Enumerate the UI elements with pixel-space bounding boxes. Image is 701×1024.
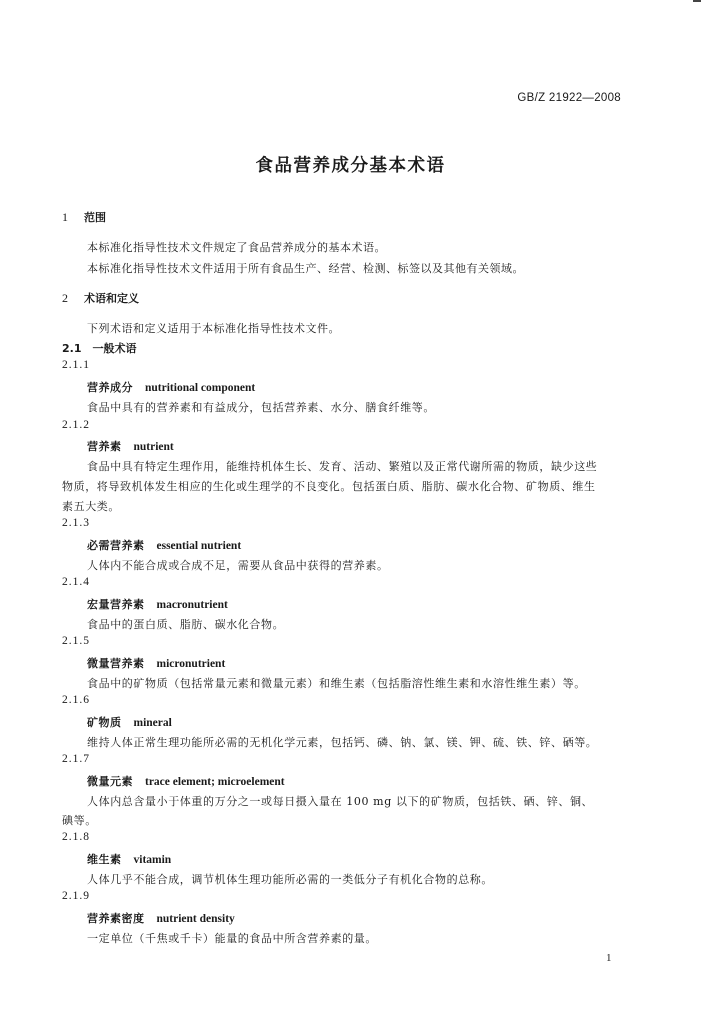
term-cn: 营养素密度: [87, 912, 145, 925]
section-1-title: 范围: [84, 211, 106, 224]
term-number: 2.1.3: [62, 517, 90, 529]
term-definition: 食品中的矿物质（包括常量元素和微量元素）和维生素（包括脂溶性维生素和水溶性维生素）等。: [87, 677, 586, 690]
term-en: mineral: [133, 717, 172, 729]
term-definition: 人体内总含量小于体重的万分之一或每日摄入量在 100 mg 以下的矿物质，包括铁、硒、锌、铜、: [87, 795, 594, 808]
term-heading: [87, 773, 285, 789]
subsection-2-1-heading: 2.1 一般术语: [62, 342, 137, 355]
term-cn: 营养成分: [87, 381, 133, 394]
term-definition: 人体几乎不能合成，调节机体生理功能所必需的一类低分子有机化合物的总称。: [87, 873, 493, 886]
term-en: macronutrient: [156, 599, 228, 611]
term-en: nutritional component: [145, 382, 256, 394]
term-definition: 维持人体正常生理功能所必需的无机化学元素，包括钙、磷、钠、氯、镁、钾、硫、铁、锌、硒等。: [87, 736, 598, 749]
term-cn: 微量元素: [87, 775, 133, 788]
term-number: 2.1.6: [62, 694, 90, 706]
term-number: 2.1.1: [62, 359, 90, 371]
term-en: trace element; microelement: [145, 776, 285, 788]
term-definition: 食品中具有的营养素和有益成分，包括营养素、水分、膳食纤维等。: [87, 401, 435, 414]
term-definition: 一定单位（千焦或千卡）能量的食品中所含营养素的量。: [87, 932, 377, 945]
term-cn: 宏量营养素: [87, 598, 145, 611]
term-number: 2.1.9: [62, 890, 90, 902]
term-en: vitamin: [133, 854, 172, 866]
term-number: 2.1.8: [62, 831, 90, 843]
term-number: 2.1.7: [62, 753, 90, 765]
term-definition: 碘等。: [62, 814, 97, 827]
scan-mark: [693, 0, 701, 2]
term-definition: 食品中的蛋白质、脂肪、碳水化合物。: [87, 618, 285, 631]
term-cn: 必需营养素: [87, 539, 145, 552]
term-en: essential nutrient: [156, 540, 242, 552]
term-heading: [87, 655, 225, 671]
terms-intro-paragraph: 下列术语和定义适用于本标准化指导性技术文件。: [87, 322, 340, 335]
term-heading: [87, 714, 172, 730]
term-en: nutrient: [133, 441, 174, 453]
term-en: micronutrient: [156, 658, 226, 670]
term-cn: 微量营养素: [87, 657, 145, 670]
term-cn: 维生素: [87, 853, 122, 866]
term-heading: [87, 379, 255, 395]
term-heading: [87, 596, 228, 612]
page-number: 1: [606, 952, 612, 964]
section-2-title: 术语和定义: [84, 292, 139, 305]
term-definition: 人体内不能合成或合成不足，需要从食品中获得的营养素。: [87, 559, 389, 572]
scope-paragraph-1: 本标准化指导性技术文件规定了食品营养成分的基本术语。: [87, 241, 386, 254]
term-heading: [87, 910, 235, 926]
term-en: nutrient density: [156, 913, 235, 925]
term-definition: 物质，将导致机体发生相应的生化或生理学的不良变化。包括蛋白质、脂肪、碳水化合物、矿物质、维生: [62, 480, 596, 493]
term-heading: [87, 438, 174, 454]
term-cn: 矿物质: [87, 716, 122, 729]
term-heading: [87, 537, 241, 553]
term-number: 2.1.4: [62, 576, 90, 588]
term-definition: 素五大类。: [62, 500, 120, 513]
section-1-number: 1: [62, 210, 68, 224]
term-number: 2.1.5: [62, 635, 90, 647]
term-heading: [87, 851, 171, 867]
section-1-heading: [62, 209, 106, 225]
standard-number: GB/Z 21922—2008: [517, 92, 621, 104]
term-cn: 营养素: [87, 440, 122, 453]
scope-paragraph-2: 本标准化指导性技术文件适用于所有食品生产、经营、检测、标签以及其他有关领域。: [87, 262, 524, 275]
term-definition: 食品中具有特定生理作用，能维持机体生长、发育、活动、繁殖以及正常代谢所需的物质，缺少这些: [87, 460, 598, 473]
term-number: 2.1.2: [62, 419, 90, 431]
section-2-heading: [62, 290, 139, 306]
document-title: 食品营养成分基本术语: [255, 156, 446, 176]
section-2-number: 2: [62, 291, 68, 305]
